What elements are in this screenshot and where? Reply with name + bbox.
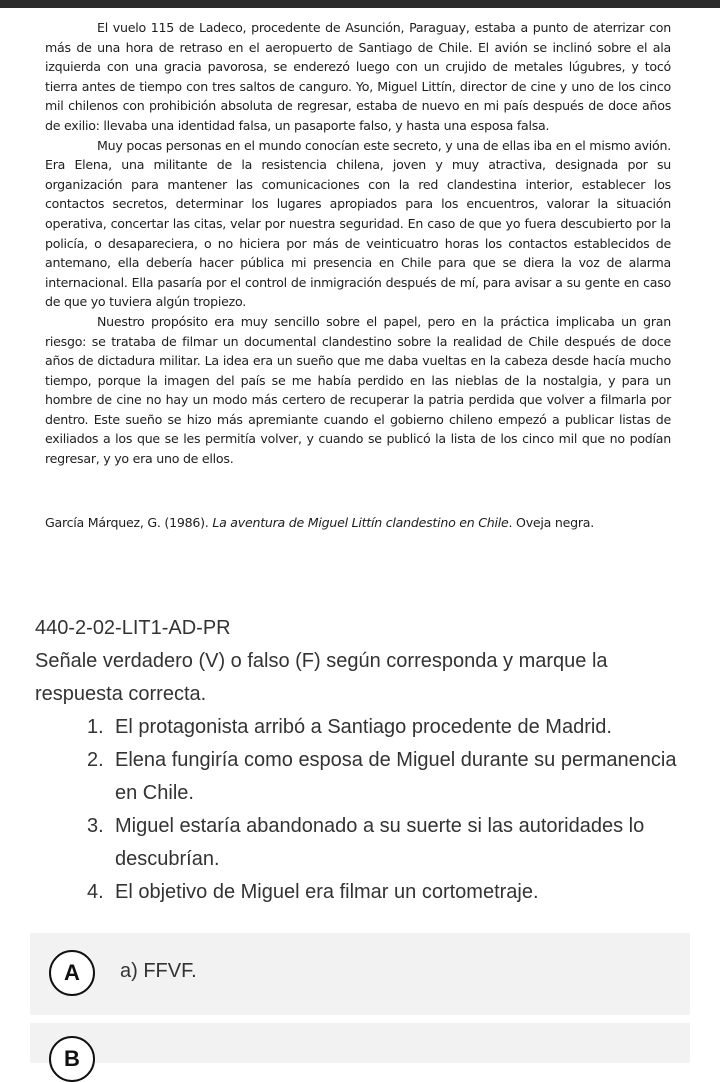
statement-item	[35, 744, 685, 810]
statement-text: Elena fungiría como esposa de Miguel durante su permanencia en Chile.	[115, 749, 677, 804]
statement-text: Miguel estaría abandonado a su suerte si las autoridades lo descubrían.	[115, 815, 645, 870]
statement-number: 2.	[87, 749, 104, 771]
passage-paragraph: El vuelo 115 de Ladeco, procedente de Asunción, Paraguay, estaba a punto de aterrizar con más de una hora de retraso en el aeropuerto de Santiago de Chile. El avión se inclinó sobre el ala izquierda con una gracia pavorosa, se enderezó luego con un crujido de metales lúgubres, y tocó tierra antes de tiempo con tres saltos de canguro. Yo, Miguel Littín, director de cine y uno de los cinco mil chilenos con prohibición absoluta de regresar, estaba de nuevo en mi país después de doce años de exilio: llevaba una identidad falsa, un pasaporte falso, y hasta una esposa falsa.	[45, 20, 671, 133]
statement-item	[35, 876, 685, 909]
answer-option-a[interactable]	[30, 933, 690, 1015]
statement-number: 4.	[87, 881, 104, 903]
statement-text: El protagonista arribó a Santiago procedente de Madrid.	[115, 716, 612, 738]
question-code: 440-2-02-LIT1-AD-PR	[35, 617, 231, 639]
statement-list	[35, 711, 685, 909]
citation-title: La aventura de Miguel Littín clandestino en Chile	[212, 515, 509, 530]
citation-publisher: . Oveja negra.	[508, 515, 595, 530]
top-bar	[0, 0, 720, 8]
answer-option-b[interactable]	[30, 1023, 690, 1071]
statement-item	[35, 810, 685, 876]
reading-passage	[45, 18, 671, 469]
option-letter-badge: B	[49, 1036, 95, 1082]
citation	[45, 513, 671, 533]
passage-paragraph: Nuestro propósito era muy sencillo sobre el papel, pero en la práctica implicaba un gran riesgo: se trataba de filmar un documental clandestino sobre la realidad de Chile después de doce años de dictadura militar. La idea era un sueño que me daba vueltas en la cabeza desde hacía mucho tiempo, porque la imagen del país se me había perdido en las nieblas de la nostalgia, y para un hombre de cine no hay un modo más certero de recuperar la patria perdida que volver a filmarla por dentro. Este sueño se hizo más apremiante cuando el gobierno chileno empezó a publicar listas de exiliados a los que se les permitía volver, y cuando se publicó la lista de los cinco mil que no podían regresar, y yo era uno de ellos.	[45, 313, 671, 467]
option-text: a) FFVF.	[120, 960, 197, 982]
statement-item	[35, 711, 685, 744]
option-letter-badge: A	[49, 950, 95, 996]
passage-paragraph: Muy pocas personas en el mundo conocían este secreto, y una de ellas iba en el mismo avión. Era Elena, una militante de la resistencia chilena, joven y muy atractiva, designada por su organización para mantener las comunicaciones con la red clandestina interior, establecer los contactos secretos, determinar los lugares apropiados para los encuentros, valorar la situación operativa, concertar las citas, velar por nuestra seguridad. En caso de que yo fuera descubierto por la policía, o desapareciera, o no hiciera por más de veinticuatro horas los contactos establecidos de antemano, ella debería hacer pública mi presencia en Chile para que se diera la voz de alarma internacional. Ella pasaría por el control de inmigración después de mí, para avisar a su gente en caso de que yo tuviera algún tropiezo.	[45, 137, 671, 310]
question-block	[35, 612, 685, 909]
question-prompt: Señale verdadero (V) o falso (F) según corresponda y marque la respuesta correcta.	[35, 650, 608, 705]
statement-number: 1.	[87, 716, 104, 738]
statement-text: El objetivo de Miguel era filmar un cortometraje.	[115, 881, 539, 903]
statement-number: 3.	[87, 815, 104, 837]
citation-author: García Márquez, G. (1986).	[45, 515, 213, 530]
